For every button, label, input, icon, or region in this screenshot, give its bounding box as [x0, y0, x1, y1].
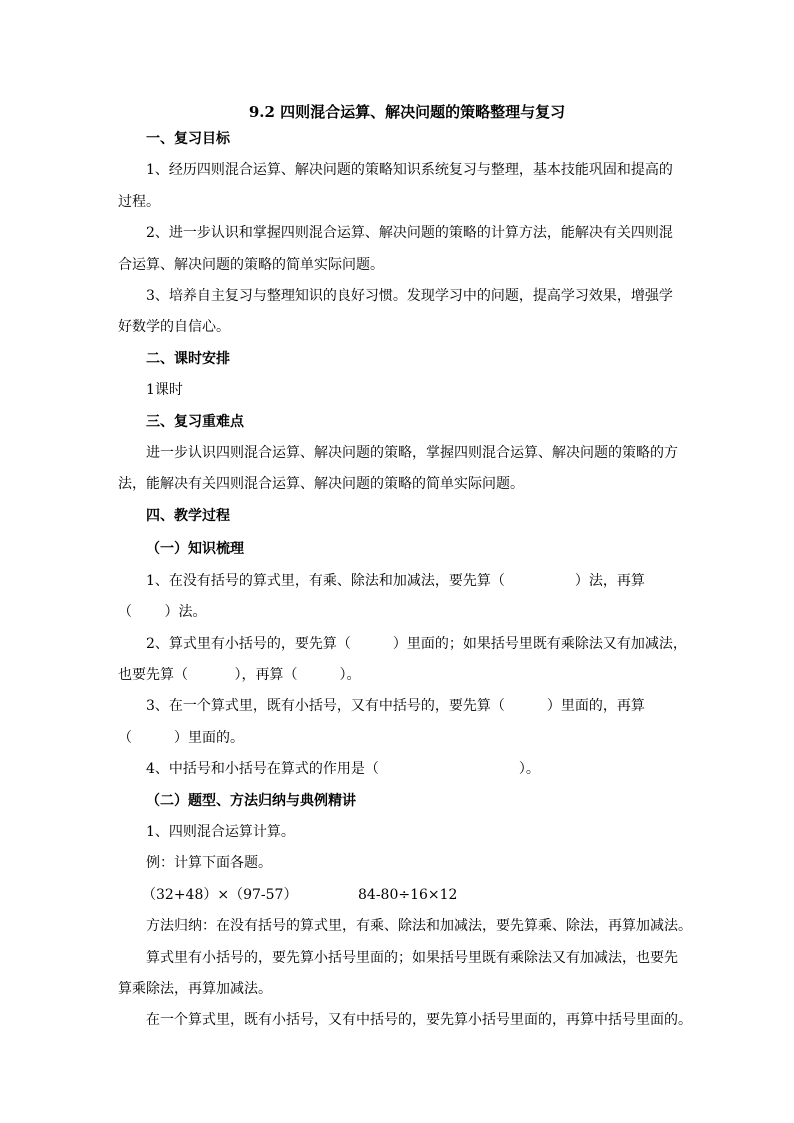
- question-2-line-1: 2、算式里有小括号的，要先算（ ）里面的；如果括号里既有乘除法又有加减法，: [146, 635, 687, 652]
- method-summary-3: 在一个算式里，既有小括号，又有中括号的，要先算小括号里面的，再算中括号里面的。: [146, 1012, 692, 1029]
- goal-3-line-2: 好数学的自信心。: [118, 319, 230, 336]
- example-expressions: [118, 880, 678, 911]
- question-1-line-2: （ ）法。: [118, 604, 207, 621]
- key-points-line-2: 法，能解决有关四则混合运算、解决问题的策略的简单实际问题。: [118, 476, 524, 493]
- section-heading-review-goals: 一、复习目标: [146, 131, 230, 147]
- question-4: 4、中括号和小括号在算式的作用是（ ）。: [146, 761, 540, 778]
- question-2-line-2: 也要先算（ ），再算（ ）。: [118, 666, 361, 683]
- section-heading-schedule: 二、课时安排: [146, 350, 230, 367]
- section-heading-key-points: 三、复习重难点: [146, 413, 244, 430]
- topic-1-heading: 1、四则混合运算计算。: [146, 823, 295, 840]
- method-summary-2-line-1: 算式里有小括号的，要先算小括号里面的；如果括号里既有乘除法又有加减法，也要先: [146, 949, 678, 966]
- goal-1-line-2: 过程。: [118, 193, 160, 210]
- subsection-heading-knowledge: （一）知识梳理: [146, 541, 244, 558]
- subsection-heading-examples: （二）题型、方法归纳与典例精讲: [146, 792, 356, 809]
- example-prompt: 例：计算下面各题。: [146, 855, 272, 872]
- section-heading-teaching-process: 四、教学过程: [146, 507, 230, 524]
- document-title: 9.2 四则混合运算、解决问题的策略整理与复习: [248, 103, 566, 121]
- schedule-text: 1课时: [146, 382, 183, 399]
- goal-2-line-1: 2、进一步认识和掌握四则混合运算、解决问题的策略的计算方法，能解决有关四则混: [146, 225, 673, 242]
- expression-1: （32+48）×（97-57）: [142, 886, 298, 903]
- method-summary-1: 方法归纳：在没有括号的算式里，有乘、除法和加减法，要先算乘、除法，再算加减法。: [146, 918, 692, 935]
- goal-1-line-1: 1、经历四则混合运算、解决问题的策略知识系统复习与整理，基本技能巩固和提高的: [146, 162, 673, 179]
- key-points-line-1: 进一步认识四则混合运算、解决问题的策略，掌握四则混合运算、解决问题的策略的方: [146, 445, 678, 462]
- goal-2-line-2: 合运算、解决问题的策略的简单实际问题。: [118, 256, 384, 273]
- question-3-line-2: （ ）里面的。: [118, 729, 244, 746]
- goal-3-line-1: 3、培养自主复习与整理知识的良好习惯。发现学习中的问题，提高学习效果，增强学: [146, 288, 673, 305]
- expression-2: 84-80÷16×12: [358, 886, 458, 903]
- document-page: [118, 92, 692, 1037]
- question-1-line-1: 1、在没有括号的算式里，有乘、除法和加减法，要先算（ ）法，再算: [146, 572, 645, 589]
- question-3-line-1: 3、在一个算式里，既有小括号，又有中括号的，要先算（ ）里面的，再算: [146, 698, 645, 715]
- method-summary-2-line-2: 算乘除法，再算加减法。: [118, 980, 272, 997]
